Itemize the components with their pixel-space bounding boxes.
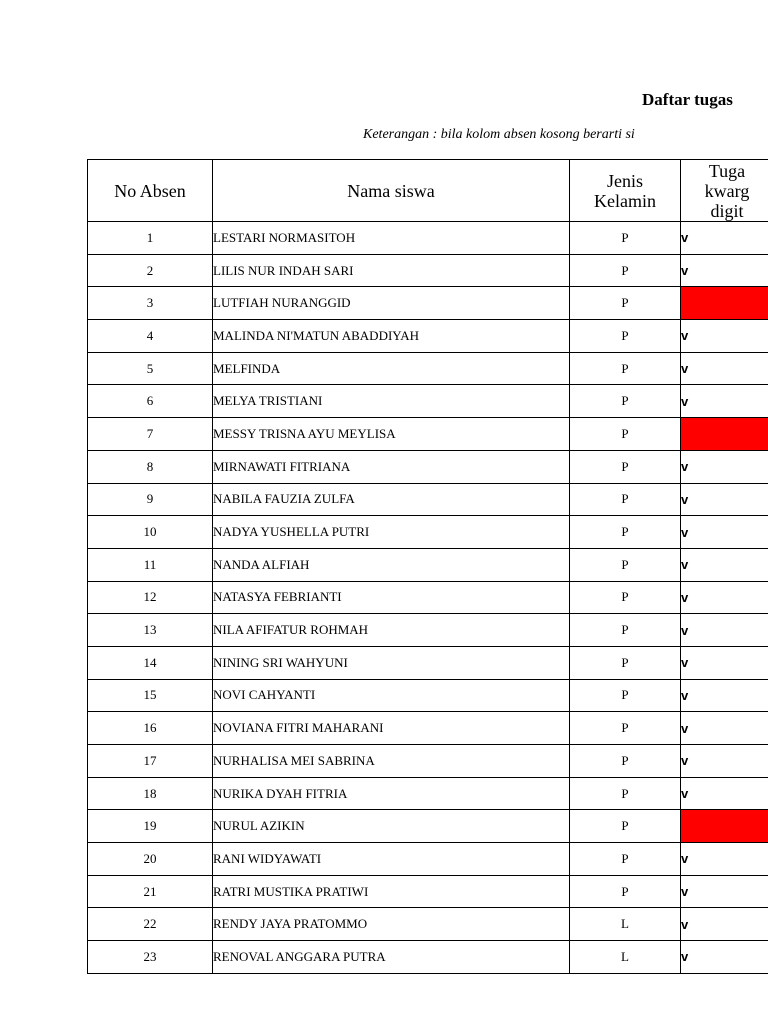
table-row: [88, 712, 768, 745]
cell-tugas-status: v: [681, 548, 768, 581]
cell-tugas-status: v: [681, 745, 768, 778]
table-row: [88, 843, 768, 876]
cell-nama-siswa: RENDY JAYA PRATOMMO: [213, 908, 570, 941]
table-row: [88, 581, 768, 614]
cell-tugas-status: v: [681, 712, 768, 745]
cell-tugas-missing: [681, 287, 768, 320]
cell-jenis-kelamin: P: [570, 581, 681, 614]
cell-jenis-kelamin: P: [570, 646, 681, 679]
cell-jenis-kelamin: P: [570, 679, 681, 712]
table-row: [88, 352, 768, 385]
cell-no-absen: 2: [88, 254, 213, 287]
cell-nama-siswa: NURUL AZIKIN: [213, 810, 570, 843]
cell-no-absen: 8: [88, 450, 213, 483]
cell-tugas-status: v: [681, 450, 768, 483]
cell-no-absen: 3: [88, 287, 213, 320]
cell-nama-siswa: RANI WIDYAWATI: [213, 843, 570, 876]
cell-no-absen: 18: [88, 777, 213, 810]
cell-jenis-kelamin: P: [570, 418, 681, 451]
header-tugas: [681, 160, 768, 222]
cell-no-absen: 12: [88, 581, 213, 614]
cell-jenis-kelamin: P: [570, 777, 681, 810]
cell-tugas-missing: [681, 810, 768, 843]
cell-tugas-status: v: [681, 222, 768, 255]
cell-tugas-status: v: [681, 320, 768, 353]
header-jenis-kelamin: [570, 160, 681, 222]
cell-nama-siswa: NURHALISA MEI SABRINA: [213, 745, 570, 778]
table-row: [88, 646, 768, 679]
cell-tugas-status: v: [681, 581, 768, 614]
cell-nama-siswa: RATRI MUSTIKA PRATIWI: [213, 875, 570, 908]
table-row: [88, 679, 768, 712]
cell-no-absen: 21: [88, 875, 213, 908]
cell-jenis-kelamin: P: [570, 810, 681, 843]
table-row: [88, 941, 768, 974]
cell-no-absen: 6: [88, 385, 213, 418]
cell-jenis-kelamin: P: [570, 320, 681, 353]
cell-no-absen: 9: [88, 483, 213, 516]
cell-tugas-status: v: [681, 646, 768, 679]
cell-nama-siswa: LUTFIAH NURANGGID: [213, 287, 570, 320]
table-row: [88, 875, 768, 908]
cell-nama-siswa: MIRNAWATI FITRIANA: [213, 450, 570, 483]
cell-jenis-kelamin: P: [570, 875, 681, 908]
legend-note: Keterangan : bila kolom absen kosong berarti si: [363, 127, 635, 142]
cell-nama-siswa: RENOVAL ANGGARA PUTRA: [213, 941, 570, 974]
cell-jenis-kelamin: P: [570, 254, 681, 287]
cell-jenis-kelamin: L: [570, 908, 681, 941]
table-row: [88, 908, 768, 941]
table-row: [88, 548, 768, 581]
cell-tugas-status: v: [681, 843, 768, 876]
cell-jenis-kelamin: P: [570, 352, 681, 385]
cell-no-absen: 20: [88, 843, 213, 876]
cell-no-absen: 17: [88, 745, 213, 778]
cell-tugas-status: v: [681, 679, 768, 712]
cell-nama-siswa: NILA AFIFATUR ROHMAH: [213, 614, 570, 647]
cell-jenis-kelamin: P: [570, 385, 681, 418]
cell-nama-siswa: MELFINDA: [213, 352, 570, 385]
cell-jenis-kelamin: P: [570, 516, 681, 549]
cell-tugas-status: v: [681, 352, 768, 385]
cell-nama-siswa: NADYA YUSHELLA PUTRI: [213, 516, 570, 549]
cell-jenis-kelamin: P: [570, 450, 681, 483]
cell-nama-siswa: LILIS NUR INDAH SARI: [213, 254, 570, 287]
table-row: [88, 777, 768, 810]
table-row: [88, 287, 768, 320]
document-title: Daftar tugas: [642, 90, 733, 109]
header-jenis-line1: Jenis: [607, 170, 643, 191]
cell-no-absen: 22: [88, 908, 213, 941]
cell-jenis-kelamin: P: [570, 287, 681, 320]
cell-nama-siswa: NABILA FAUZIA ZULFA: [213, 483, 570, 516]
table-row: [88, 320, 768, 353]
cell-no-absen: 11: [88, 548, 213, 581]
cell-no-absen: 5: [88, 352, 213, 385]
cell-jenis-kelamin: P: [570, 614, 681, 647]
header-nama-siswa: Nama siswa: [213, 160, 570, 222]
cell-jenis-kelamin: P: [570, 222, 681, 255]
cell-tugas-status: v: [681, 614, 768, 647]
header-jenis-line2: Kelamin: [594, 190, 656, 211]
cell-tugas-status: v: [681, 483, 768, 516]
cell-tugas-status: v: [681, 516, 768, 549]
attendance-table: [87, 159, 768, 974]
cell-no-absen: 23: [88, 941, 213, 974]
cell-nama-siswa: MESSY TRISNA AYU MEYLISA: [213, 418, 570, 451]
cell-jenis-kelamin: P: [570, 548, 681, 581]
cell-no-absen: 13: [88, 614, 213, 647]
cell-no-absen: 7: [88, 418, 213, 451]
cell-nama-siswa: LESTARI NORMASITOH: [213, 222, 570, 255]
cell-nama-siswa: NANDA ALFIAH: [213, 548, 570, 581]
cell-nama-siswa: MELYA TRISTIANI: [213, 385, 570, 418]
cell-nama-siswa: NOVI CAHYANTI: [213, 679, 570, 712]
header-tugas-line3: digit: [710, 200, 744, 221]
cell-nama-siswa: NOVIANA FITRI MAHARANI: [213, 712, 570, 745]
cell-jenis-kelamin: P: [570, 843, 681, 876]
cell-nama-siswa: NURIKA DYAH FITRIA: [213, 777, 570, 810]
cell-nama-siswa: NINING SRI WAHYUNI: [213, 646, 570, 679]
cell-no-absen: 15: [88, 679, 213, 712]
cell-no-absen: 19: [88, 810, 213, 843]
table-row: [88, 254, 768, 287]
table-row: [88, 745, 768, 778]
header-tugas-line2: kwarg: [704, 180, 750, 201]
cell-jenis-kelamin: P: [570, 483, 681, 516]
cell-jenis-kelamin: P: [570, 745, 681, 778]
cell-nama-siswa: NATASYA FEBRIANTI: [213, 581, 570, 614]
table-row: [88, 450, 768, 483]
header-row: [88, 160, 768, 222]
table-row: [88, 418, 768, 451]
cell-tugas-status: v: [681, 908, 768, 941]
table-body: [88, 222, 768, 974]
header-no-absen: No Absen: [88, 160, 213, 222]
cell-jenis-kelamin: P: [570, 712, 681, 745]
cell-tugas-status: v: [681, 875, 768, 908]
table-row: [88, 516, 768, 549]
cell-tugas-missing: [681, 418, 768, 451]
cell-tugas-status: v: [681, 385, 768, 418]
cell-no-absen: 4: [88, 320, 213, 353]
cell-tugas-status: v: [681, 254, 768, 287]
cell-tugas-status: v: [681, 941, 768, 974]
cell-no-absen: 10: [88, 516, 213, 549]
table-row: [88, 385, 768, 418]
cell-tugas-status: v: [681, 777, 768, 810]
header-tugas-line1: Tuga: [708, 160, 746, 181]
table-row: [88, 483, 768, 516]
cell-no-absen: 14: [88, 646, 213, 679]
cell-no-absen: 1: [88, 222, 213, 255]
cell-no-absen: 16: [88, 712, 213, 745]
table-row: [88, 614, 768, 647]
cell-nama-siswa: MALINDA NI'MATUN ABADDIYAH: [213, 320, 570, 353]
table-row: [88, 222, 768, 255]
table-row: [88, 810, 768, 843]
cell-jenis-kelamin: L: [570, 941, 681, 974]
